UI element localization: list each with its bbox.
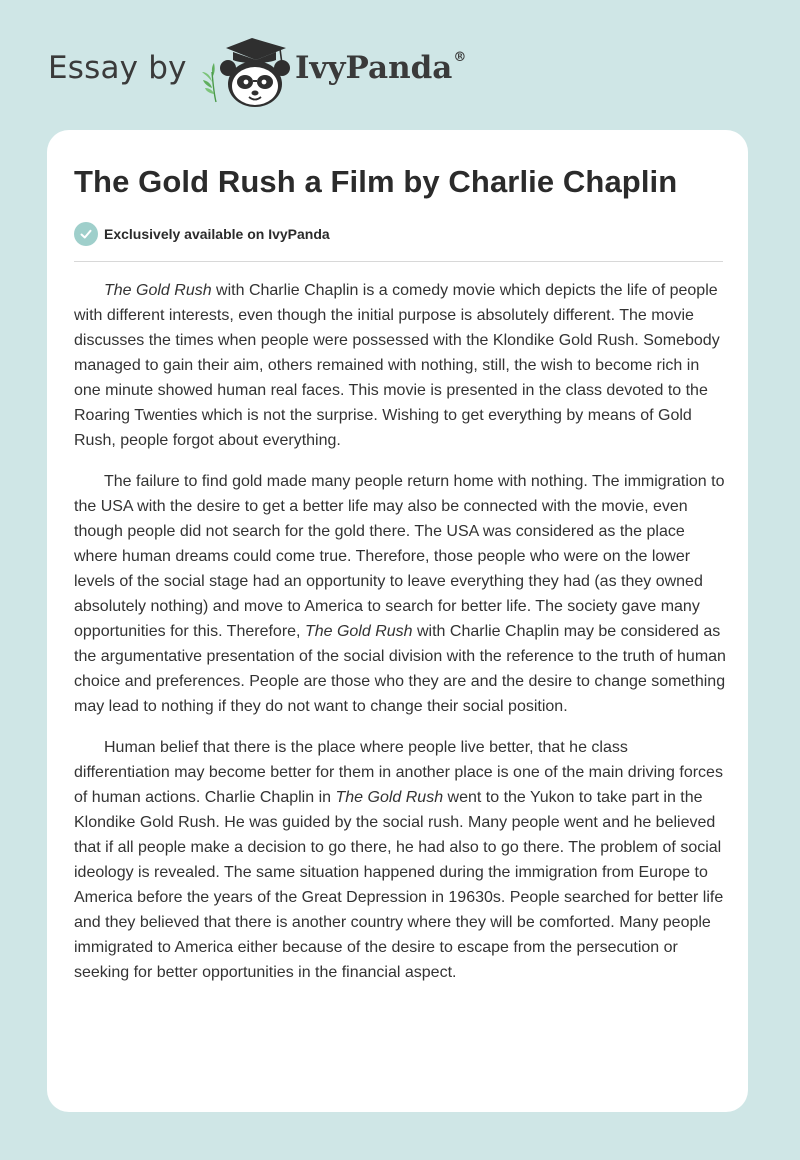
ivypanda-logo-text[interactable] xyxy=(295,50,466,86)
paragraph-text: went to the Yukon to take part in the Klondike Gold Rush. He was guided by the social rush. Many people went and he believed that if all people make a decision to go there, he had also to go there. The problem of social ideology is revealed. The same situation happened during the immigration from Europe to America before the years of the Great Depression in 19630s. People searched for better life and they believed that there is another country where they will be comforted. Many people immigrated to America either because of the desire to escape from the persecution or seeking for better opportunities in the financial aspect. xyxy=(74,789,724,981)
film-title-italic: The Gold Rush xyxy=(304,623,413,640)
essay-card xyxy=(47,130,748,1112)
paragraph-text: Human belief that there is the place where people live better, that he class differentiation may become better for them in another place is one of the main driving forces of human actions. Charlie Chaplin in xyxy=(74,739,723,806)
paragraph-text: The failure to find gold made many people return home with nothing. The immigration to the USA with the desire to get a better life may also be connected with the movie, even though people did not search for the gold there. The USA was considered as the place where human dreams could come true. Therefore, those people who were on the lower levels of the social stage had an opportunity to leave everything they had (as they owned absolutely nothing) and move to America to search for better life. The society gave many opportunities for this. Therefore, xyxy=(74,473,725,640)
brand-name: IvyPanda xyxy=(295,50,453,86)
film-title-italic: The Gold Rush xyxy=(335,789,444,806)
site-header xyxy=(0,0,800,130)
essay-paragraph xyxy=(74,735,726,985)
essay-by-label: Essay by xyxy=(48,50,187,86)
title-divider xyxy=(74,261,723,262)
panda-graduate-icon[interactable] xyxy=(200,36,292,110)
essay-paragraph xyxy=(74,278,726,453)
film-title-italic: The Gold Rush xyxy=(104,282,212,299)
essay-paragraph xyxy=(74,469,726,719)
exclusive-badge-label: Exclusively available on IvyPanda xyxy=(104,226,330,242)
paragraph-text: with Charlie Chaplin may be considered as the argumentative presentation of the social division with the reference to the truth of human choice and preferences. People are those who they are and the desire to change something may lead to nothing if they do not want to change their social position. xyxy=(74,623,726,715)
page-title: The Gold Rush a Film by Charlie Chaplin xyxy=(74,164,678,199)
essay-body xyxy=(74,278,726,1001)
check-circle-icon xyxy=(74,222,98,246)
registered-mark: ® xyxy=(453,49,467,65)
paragraph-text: with Charlie Chaplin is a comedy movie which depicts the life of people with different interests, even though the initial purpose is absolutely different. The movie discusses the times when people were possessed with the Klondike Gold Rush. Somebody managed to gain their aim, others remained with nothing, still, the wish to become rich in one minute showed human real faces. This movie is presented in the class devoted to the Roaring Twenties which is not the surprise. Wishing to get everything by means of Gold Rush, people forgot about everything. xyxy=(74,282,720,449)
exclusive-badge xyxy=(74,222,330,246)
